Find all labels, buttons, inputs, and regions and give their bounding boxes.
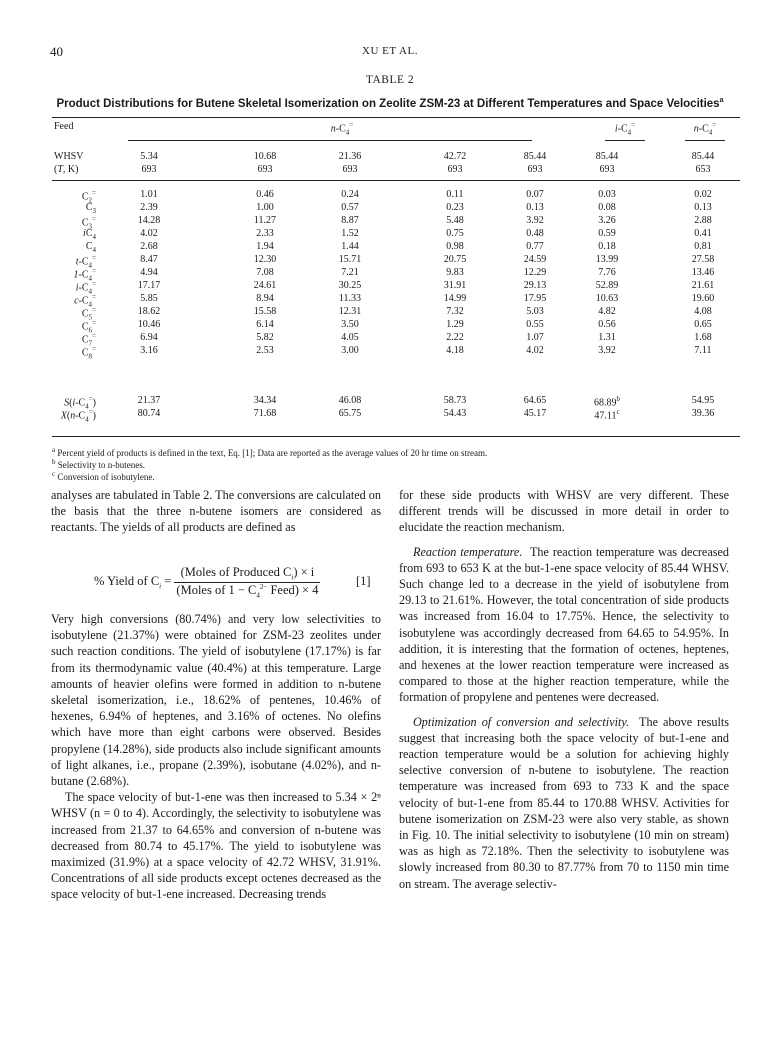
table-cell: 0.13	[694, 202, 712, 213]
conversion-cell: 47.11$^c$	[594, 408, 620, 422]
header-bottom-rule	[52, 180, 740, 181]
table-cell: 1.00	[256, 202, 274, 213]
row-label: $C_5^=$	[81, 306, 96, 322]
row-label: $c-C_4^=$	[74, 293, 96, 309]
table-cell: 10.63	[595, 293, 619, 304]
table-cell: 21.61	[691, 280, 715, 291]
table-cell: 3.16	[140, 345, 158, 356]
table-cell: 7.21	[341, 267, 359, 278]
table-cell: 15.71	[338, 254, 362, 265]
table-cell: 4.18	[446, 345, 464, 356]
table-cell: 0.24	[341, 189, 359, 200]
table-cell: 27.58	[691, 254, 715, 265]
table-cell: 0.77	[526, 241, 544, 252]
table-cell: 4.08	[694, 306, 712, 317]
conversion-cell: 71.68	[253, 408, 277, 419]
table-cell: 2.88	[694, 215, 712, 226]
table-cell: 1.68	[694, 332, 712, 343]
selectivity-cell: 46.08	[338, 395, 362, 406]
temperature-cell: 693	[599, 164, 615, 175]
equation-denominator: (Moles of $1 - C_4^{2-}$ Feed) × 4	[176, 582, 319, 600]
table-cell: 1.31	[598, 332, 616, 343]
table-cell: 3.00	[341, 345, 359, 356]
table-cell: 14.28	[137, 215, 161, 226]
table-cell: 0.03	[598, 189, 616, 200]
temperature-cell: 693	[257, 164, 273, 175]
table-cell: 13.46	[691, 267, 715, 278]
table-cell: 12.29	[523, 267, 547, 278]
row-label: $t-C_4^=$	[75, 254, 96, 270]
table-footnote: $^a$ Percent yield of products is defined in the text, Eq. [1]; Data are reported as the average values of 20 hr time on stream.	[52, 446, 488, 458]
feed-span-rule-3	[685, 140, 725, 141]
temperature-cell: 693	[447, 164, 463, 175]
table-cell: 15.58	[253, 306, 277, 317]
table-cell: 9.83	[446, 267, 464, 278]
table-cell: 7.11	[694, 345, 712, 356]
table-label: TABLE 2	[365, 74, 415, 86]
feed-label: Feed	[54, 121, 74, 132]
selectivity-cell: 64.65	[523, 395, 547, 406]
table-cell: 2.33	[256, 228, 274, 239]
whsv-cell: 42.72	[443, 151, 467, 162]
row-label: $C_3$	[85, 202, 96, 215]
selectivity-cell: 58.73	[443, 395, 467, 406]
table-cell: 5.82	[256, 332, 274, 343]
table-cell: 1.07	[526, 332, 544, 343]
table-cell: 12.31	[338, 306, 362, 317]
row-label: $C_2^=$	[81, 189, 96, 205]
conversion-cell: 45.17	[523, 408, 547, 419]
table-cell: 0.07	[526, 189, 544, 200]
table-cell: 30.25	[338, 280, 362, 291]
whsv-cell: 21.36	[338, 151, 362, 162]
feed-group-isobutylene: $i-C_4^=$	[614, 121, 636, 137]
table-cell: 0.41	[694, 228, 712, 239]
temperature-cell: 693	[527, 164, 543, 175]
whsv-cell: 5.34	[140, 151, 158, 162]
table-cell: 0.65	[694, 319, 712, 330]
right-paragraph-2: Reaction temperature. The reaction temperature was decreased from 693 to 653 K at the but-1-ene space velocity of 85.44 WHSV. Such change led to a decrease in the yield of isobutylene from 29.13 to 21.61%. However, the total concentration of side products was increased from 16.04 to 17.75%. Hence, the selectivity to isobutylene was accordingly decreased from 64.65 to 54.95%. In addition, it is interesting that the formation of octenes, heptenes, and hexenes at the lower reaction temperature were increased as compared to those at the higher reaction temperature, while the formation of propylene and pentenes were decreased.	[399, 544, 729, 705]
table-cell: 0.18	[598, 241, 616, 252]
table-cell: 0.59	[598, 228, 616, 239]
table-cell: 18.62	[137, 306, 161, 317]
page-number: 40	[50, 44, 63, 59]
table-cell: 0.11	[446, 189, 464, 200]
table-cell: 52.89	[595, 280, 619, 291]
selectivity-cell: 34.34	[253, 395, 277, 406]
row-label: $C_4$	[85, 241, 96, 254]
table-cell: 11.33	[338, 293, 362, 304]
temperature-cell: 693	[342, 164, 358, 175]
table-cell: 1.44	[341, 241, 359, 252]
feed-span-rule-2	[605, 140, 645, 141]
table-cell: 0.57	[341, 202, 359, 213]
left-paragraph-3: The space velocity of but-1-ene was then increased to 5.34 × 2ⁿ WHSV (n = 0 to 4). Accordingly, the selectivity to isobutylene was increased from 21.37 to 64.65% and conversion of n-butene was decreased from 80.74 to 45.17%. The yield to isobutylene was maximized (31.9%) at a space velocity of 42.72 WHSV, 31.91%. Concentrations of all side products except octenes decreased as the space velocity of but-1-ene increased. Decreasing trends	[51, 790, 381, 902]
table-cell: 4.02	[526, 345, 544, 356]
conversion-cell: 80.74	[137, 408, 161, 419]
table-cell: 17.17	[137, 280, 161, 291]
table-cell: 1.94	[256, 241, 274, 252]
table-cell: 3.26	[598, 215, 616, 226]
table-cell: 0.75	[446, 228, 464, 239]
table-cell: 0.46	[256, 189, 274, 200]
left-column	[51, 487, 381, 536]
selectivity-cell: 68.89$^b$	[594, 395, 620, 409]
table-cell: 20.75	[443, 254, 467, 265]
whsv-cell: 85.44	[595, 151, 619, 162]
conversion-cell: 54.43	[443, 408, 467, 419]
table-cell: 31.91	[443, 280, 467, 291]
table-cell: 2.53	[256, 345, 274, 356]
equation-lhs: % Yield of $C_i$ =	[94, 573, 172, 591]
row-label: $1-C_4^=$	[73, 267, 96, 283]
table-footnote: $^b$ Selectivity to n-butenes.	[52, 458, 145, 470]
right-paragraph-1: for these side products with WHSV are very different. These different trends will be discussed in more detail in order to elucidate the reaction mechanism.	[399, 488, 729, 535]
right-paragraph-3: Optimization of conversion and selectivity. The above results suggest that increasing both the space velocity of but-1-ene and reaction temperature would be a solution for achieving highly selective conversion of n-butene to isobutylene. The reaction temperature was increased from 693 to 733 K and the space velocity of but-1-ene from 85.44 to 170.88 WHSV. Activities for butene isomerization on ZSM-23 were also very stable, as shown in Fig. 10. The initial selectivity to isobutylene (10 min on stream) was as high as 72.18%. Then the selectivity to isobutylene was slowly increased from 80.30 to 87.77% from 70 to 1150 min time on stream. The average selectiv-	[399, 714, 730, 891]
table-cell: 0.23	[446, 202, 464, 213]
tk-label: (T, K)	[54, 164, 79, 175]
heading-optimization: Optimization of conversion and selectivity.	[413, 714, 630, 729]
selectivity-label: $S(i-C_4^=)$	[64, 395, 96, 411]
equation-number: [1]	[356, 574, 371, 588]
table-footnote: $^c$ Conversion of isobutylene.	[52, 470, 155, 482]
temperature-cell: 693	[141, 164, 157, 175]
table-cell: 5.03	[526, 306, 544, 317]
table-cell: 3.50	[341, 319, 359, 330]
table-cell: 2.39	[140, 202, 158, 213]
table-caption-text: Product Distributions for Butene Skeletal Isomerization on Zeolite ZSM-23 at Different Temperatures and Space Velocities	[56, 97, 720, 110]
table-cell: 12.30	[253, 254, 277, 265]
table-cell: 7.76	[598, 267, 616, 278]
row-label: $C_6^=$	[81, 319, 96, 335]
table-cell: 8.47	[140, 254, 158, 265]
table-cell: 8.94	[256, 293, 274, 304]
whsv-cell: 10.68	[253, 151, 277, 162]
table-cell: 13.99	[595, 254, 619, 265]
table-cell: 0.02	[694, 189, 712, 200]
right-column	[399, 487, 729, 892]
equation-numerator: (Moles of Produced $C_i) \times i$	[174, 565, 320, 583]
table-caption-mark: a	[719, 97, 724, 104]
table-cell: 4.02	[140, 228, 158, 239]
table-cell: 1.52	[341, 228, 359, 239]
table-cell: 0.13	[526, 202, 544, 213]
left-column-lower	[51, 611, 381, 903]
table-cell: 3.92	[526, 215, 544, 226]
table-cell: 0.56	[598, 319, 616, 330]
feed-group-n-butene-2: $n-C_4^=$	[693, 121, 717, 137]
table-cell: 6.94	[140, 332, 158, 343]
heading-reaction-temperature: Reaction temperature.	[413, 544, 523, 559]
conversion-cell: 65.75	[338, 408, 362, 419]
row-label: $C_7^=$	[81, 332, 96, 348]
table-cell: 0.81	[694, 241, 712, 252]
table-cell: 7.08	[256, 267, 274, 278]
table-cell: 1.01	[140, 189, 158, 200]
row-label: $i-C_4^=$	[75, 280, 96, 296]
table-cell: 0.55	[526, 319, 544, 330]
table-cell: 8.87	[341, 215, 359, 226]
yield-equation	[94, 565, 320, 599]
table-bottom-rule	[52, 436, 740, 437]
table-cell: 0.98	[446, 241, 464, 252]
table-cell: 7.32	[446, 306, 464, 317]
conversion-label: $X(n-C_4^=)$	[60, 408, 96, 424]
table-cell: 0.48	[526, 228, 544, 239]
left-paragraph-2: Very high conversions (80.74%) and very low selectivities to isobutylene (21.37%) were obtained for ZSM-23 zeolites under such reaction conditions. The yield of isobutylene (17.17%) is far from its thermodynamic value (40.4%) at this temperature. Large amounts of heavier olefins were formed in addition to n-butene skeletal isomerization, i.e., 18.62% of pentenes, 10.46% of hexenes, 6.94% of heptenes, and 3.16% of octenes. No olefins which have more than eight carbons were observed. Besides propylene (14.28%), side products also include significant amounts of light alkanes, i.e., propane (2.39%), isobutane (4.02%), and n-butane (2.68%).	[51, 612, 381, 789]
temperature-cell: 653	[695, 164, 711, 175]
table-cell: 24.59	[523, 254, 547, 265]
running-head: XU ET AL.	[362, 45, 418, 57]
table-top-rule	[52, 117, 740, 118]
table-cell: 29.13	[523, 280, 547, 291]
table-cell: 2.68	[140, 241, 158, 252]
table-caption	[40, 97, 740, 110]
table-cell: 14.99	[443, 293, 467, 304]
table-cell: 1.29	[446, 319, 464, 330]
row-label: $C_8^=$	[81, 345, 96, 361]
whsv-cell: 85.44	[523, 151, 547, 162]
table-cell: 4.82	[598, 306, 616, 317]
equation-fraction	[174, 565, 320, 599]
row-label: $iC_4$	[83, 228, 96, 241]
table-cell: 19.60	[691, 293, 715, 304]
table-cell: 11.27	[253, 215, 277, 226]
feed-group-n-butene: $n-C_4^=$	[330, 121, 354, 137]
table-cell: 5.48	[446, 215, 464, 226]
selectivity-cell: 21.37	[137, 395, 161, 406]
table-cell: 6.14	[256, 319, 274, 330]
left-paragraph-1: analyses are tabulated in Table 2. The conversions are calculated on the basis that the three n-butene isomers are considered as reactants. The yields of all products are defined as	[51, 488, 381, 535]
conversion-cell: 39.36	[691, 408, 715, 419]
row-label: $C_3^=$	[81, 215, 96, 231]
table-cell: 4.05	[341, 332, 359, 343]
table-cell: 10.46	[137, 319, 161, 330]
selectivity-cell: 54.95	[691, 395, 715, 406]
feed-span-rule-1	[128, 140, 532, 141]
table-cell: 5.85	[140, 293, 158, 304]
table-cell: 3.92	[598, 345, 616, 356]
table-cell: 17.95	[523, 293, 547, 304]
table-cell: 24.61	[253, 280, 277, 291]
table-cell: 0.08	[598, 202, 616, 213]
table-cell: 2.22	[446, 332, 464, 343]
table-cell: 4.94	[140, 267, 158, 278]
whsv-cell: 85.44	[691, 151, 715, 162]
whsv-label: WHSV	[54, 151, 84, 162]
